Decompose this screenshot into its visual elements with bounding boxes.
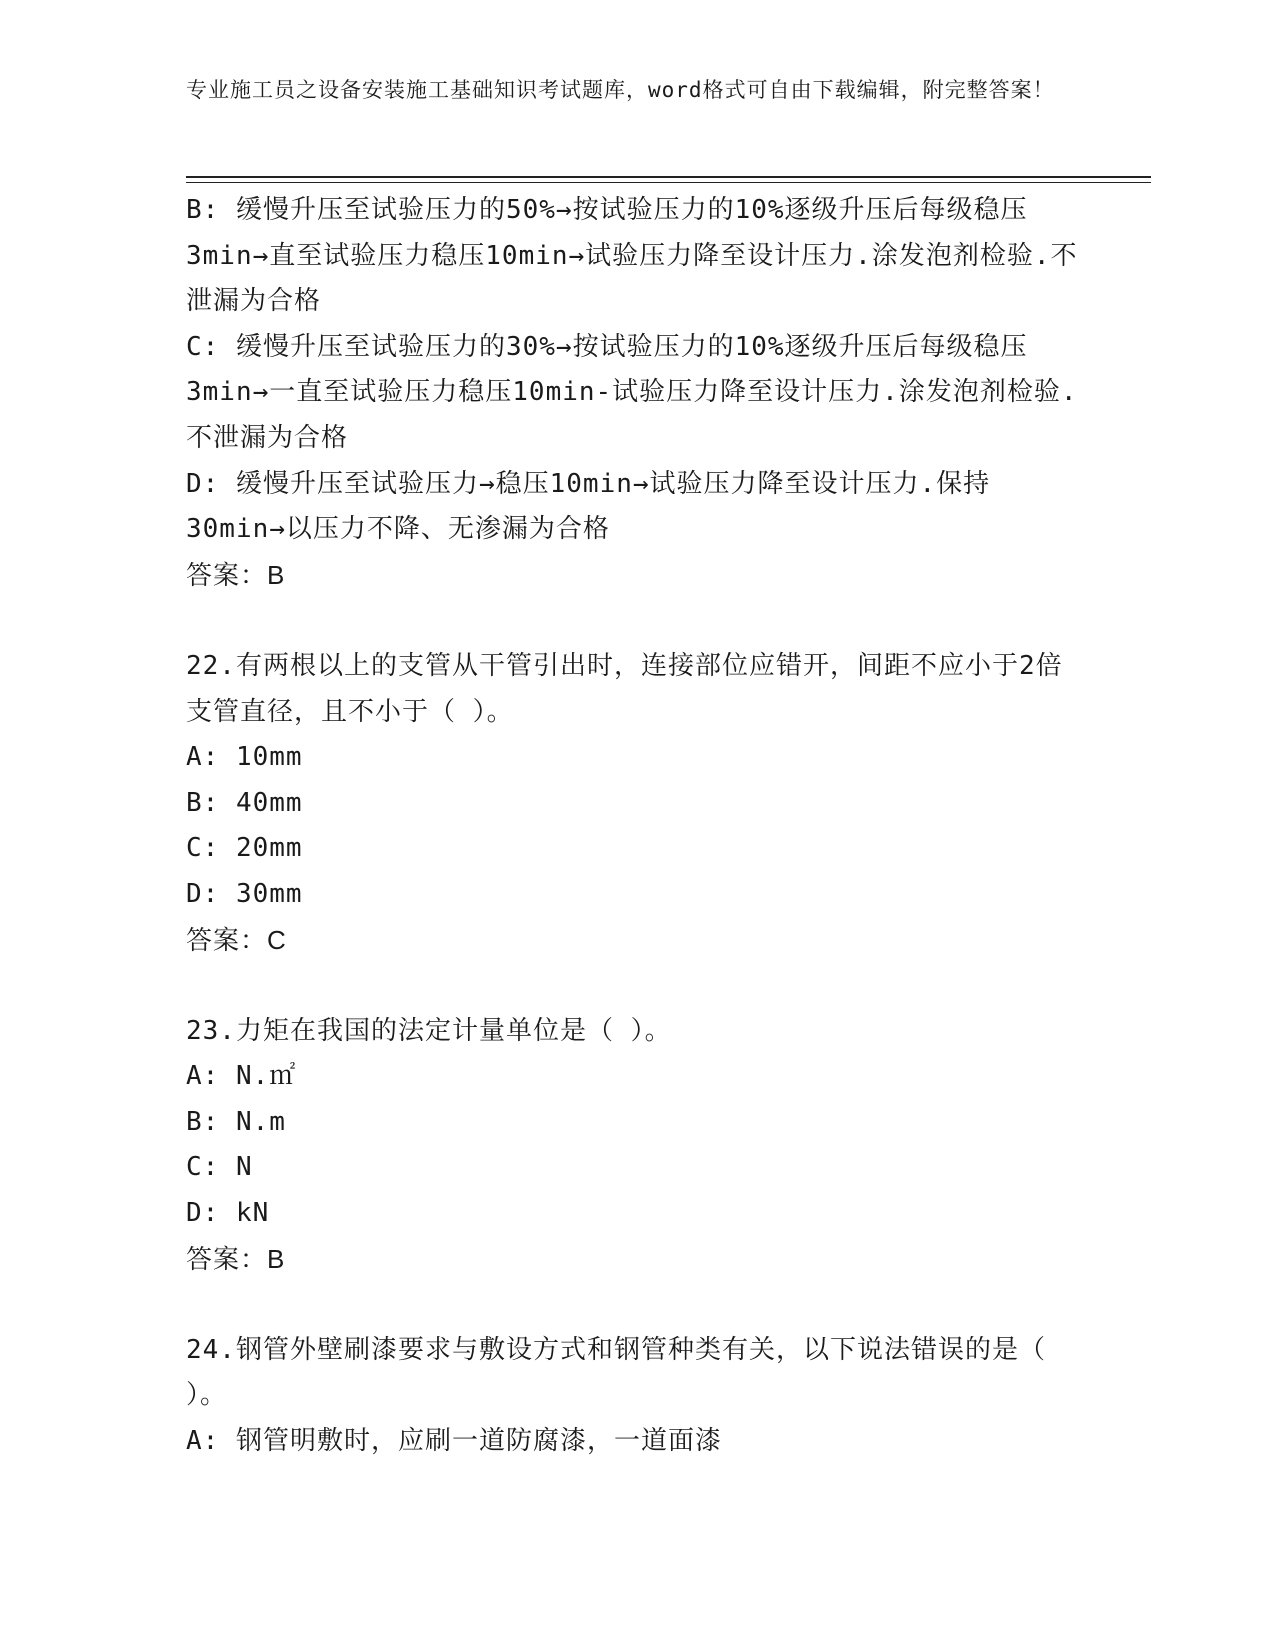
q24-question: 24.钢管外壁刷漆要求与敷设方式和钢管种类有关，以下说法错误的是（ ）。 [186, 1334, 1046, 1411]
q24-option-a: A: 钢管明敷时，应刷一道防腐漆，一道面漆 [186, 1426, 722, 1457]
q22-answer: 答案：C [186, 924, 287, 955]
q21-answer: 答案：B [186, 559, 286, 590]
q23-option-d: D: kN [186, 1198, 270, 1229]
page-header [186, 74, 1066, 106]
spacer [186, 963, 1086, 1009]
header-divider-thin [186, 182, 1151, 183]
header-title: 专业施工员之设备安装施工基础知识考试题库，word格式可自由下载编辑，附完整答案！ [186, 78, 1055, 102]
q21-option-d: D: 缓慢升压至试验压力→稳压10min→试验压力降至设计压力.保持30min→以压力不降、无渗漏为合格 [186, 468, 991, 545]
spacer [186, 598, 1086, 644]
header-divider [186, 176, 1151, 178]
document-body [186, 188, 1086, 1465]
q23-option-a: A: N.㎡ [186, 1061, 297, 1092]
q21-option-b: B: 缓慢升压至试验压力的50%→按试验压力的10%逐级升压后每级稳压3min→直至试验压力稳压10min→试验压力降至设计压力.涂发泡剂检验.不泄漏为合格 [186, 195, 1078, 317]
q22-option-b: B: 40mm [186, 787, 303, 818]
spacer [186, 1282, 1086, 1328]
q22-option-d: D: 30mm [186, 878, 303, 909]
q22-option-c: C: 20mm [186, 833, 303, 864]
q21-option-c: C: 缓慢升压至试验压力的30%→按试验压力的10%逐级升压后每级稳压3min→一直至试验压力稳压10min-试验压力降至设计压力.涂发泡剂检验.不泄漏为合格 [186, 331, 1078, 453]
q22-question: 22.有两根以上的支管从干管引出时，连接部位应错开，间距不应小于2倍支管直径，且不小于（ ）。 [186, 650, 1063, 727]
q23-option-b: B: N.m [186, 1106, 286, 1137]
q23-option-c: C: N [186, 1152, 253, 1183]
q23-question: 23.力矩在我国的法定计量单位是（ ）。 [186, 1015, 672, 1046]
q22-option-a: A: 10mm [186, 742, 303, 773]
q23-answer: 答案：B [186, 1243, 286, 1274]
